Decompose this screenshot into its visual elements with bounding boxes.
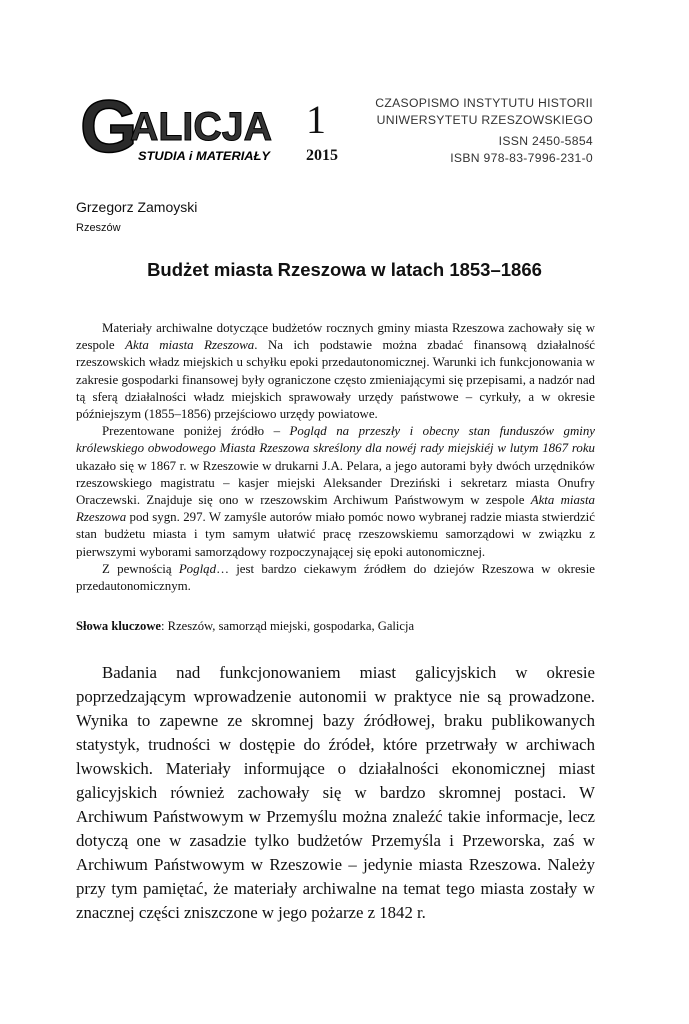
abstract-italic: Pogląd (178, 561, 217, 576)
issue-year: 2015 (306, 147, 338, 164)
issue-number: 1 (306, 97, 326, 142)
keywords-label: Słowa kluczowe (76, 619, 162, 633)
abstract-text: Z pewnością (102, 561, 179, 576)
abstract-italic: Akta miasta Rzeszowa (125, 338, 255, 353)
abstract-text: . Na ich podstawie można zbadać finansową działalność rzeszowskich władz miejskich u schyłku epoki przedautonomicznej. Warunki ich funkcjonowania w zakresie gospodarki finansowej były ograniczone często zmieniającymi się przepisami, a nadzór nad tą sferą działalności władz miejskich sprawowały urzędy państwowe – cyrkuły, a w okresie późniejszym (1855–1856) przejściowo urzędy powiatowe. (76, 338, 596, 422)
abstract-paragraph (76, 320, 595, 423)
abstract-text: Materiały archiwalne dotyczące budżetów rocznych gminy miasta Rzeszowa zachowały się w zespole (76, 321, 595, 353)
article-title: Budżet miasta Rzeszowa w latach 1853–1866 (147, 259, 542, 280)
abstract-text: ukazało się w 1867 r. w Rzeszowie w drukarni J.A. Pelara, a jego autorami były dwóch urzędników rzeszowskiego magistratu – kasjer miejski Aleksander Dreziński i sekretarz miasta Onufry Oraczewski. Znajduje się ono w rzeszowskim Archiwum Państwowym w zespole (76, 458, 595, 508)
abstract-italic: Akta miasta Rzeszowa (76, 493, 595, 525)
body-paragraph: Badania nad funkcjonowaniem miast galicyjskich w okresie poprzedzającym wprowadzenie autonomii w praktyce nie są prowadzone. Wynika to zapewne ze skromnej bazy źródłowej, braku publikowanych statystyk, trudności w dostępie do źródeł, które przetrwały w archiwach lwowskich. Materiały informujące o działalności ekonomicznej miast galicyjskich również zachowały się w bardzo skromnej postaci. W Archiwum Państwowym w Przemyślu można znaleźć takie informacje, lecz dotyczą one w zasadzie tylko budżetów Przemyśla i Przeworska, zaś w Archiwum Państwowym w Rzeszowie – jedynie miasta Rzeszowa. Należy przy tym pamiętać, że materiały archiwalne na temat tego miasta zostały w znacznej części zniszczone w jego pożarze z 1842 r. (76, 663, 595, 923)
author-affiliation: Rzeszów (76, 222, 121, 234)
abstract-paragraph (76, 561, 595, 595)
keywords-text: : Rzeszów, samorząd miejski, gospodarka, Galicja (161, 619, 415, 633)
galicja-logo-graphic (80, 92, 280, 164)
journal-logo (80, 92, 280, 164)
issn: ISSN 2450-5854 (498, 134, 593, 148)
abstract-text: pod sygn. 297. W zamyśle autorów miało pomóc nowo wybranej radzie miasta stwierdzić stan budżetu miasta i tym samym ułatwić pracę rzeszowskiemu samorządowi w związku z pierwszymi wyborami samorządowy rozpoczynającej się epoki autonomicznej. (76, 510, 595, 559)
journal-info (375, 95, 593, 128)
journal-identifiers (450, 133, 593, 166)
isbn: ISBN 978-83-7996-231-0 (450, 150, 593, 165)
author-name: Grzegorz Zamoyski (76, 199, 198, 215)
journal-line-1: CZASOPISMO INSTYTUTU HISTORII (375, 96, 593, 110)
abstract-text: Prezentowane poniżej źródło – (102, 424, 290, 439)
logo-subtitle: STUDIA i MATERIAŁY (138, 149, 272, 163)
body-text (76, 661, 595, 926)
abstract (76, 320, 595, 595)
journal-line-2: UNIWERSYTETU RZESZOWSKIEGO (376, 112, 593, 127)
logo-letter-g: G (80, 92, 138, 164)
abstract-paragraph (76, 423, 595, 561)
keywords (76, 619, 414, 634)
abstract-text: … jest bardzo ciekawym źródłem do dziejów Rzeszowa w okresie przedautonomicznym. (76, 561, 595, 594)
abstract-italic: Pogląd na przeszły i obecny stan funduszów gminy królewskiego obwodowego Miasta Rzeszowa skreślony dla nowéj rady miejskiéj w lutym 1867 roku (76, 424, 595, 456)
logo-letters: ALICJA (130, 105, 272, 149)
